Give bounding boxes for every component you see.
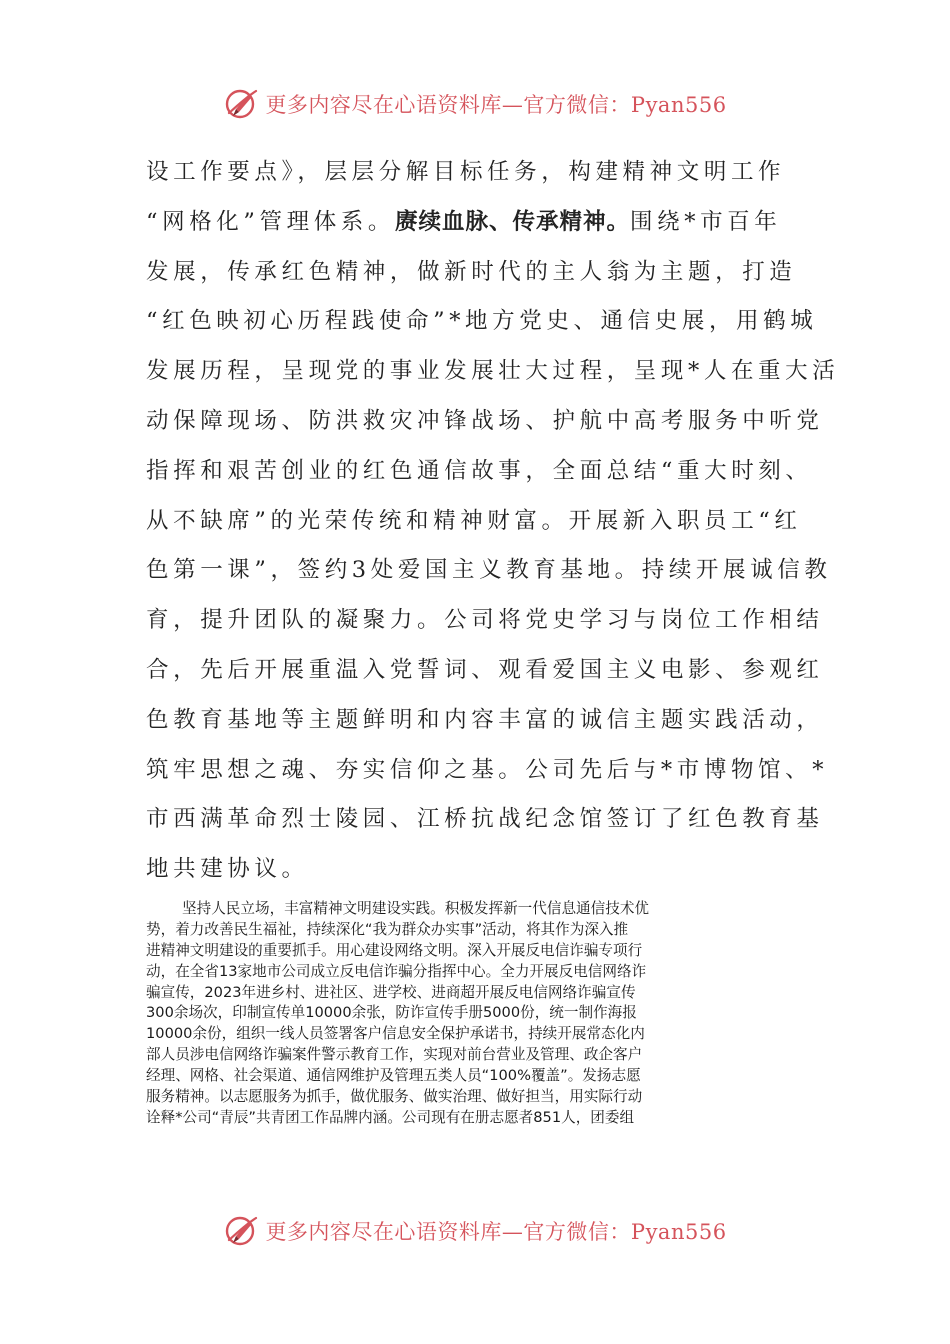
large-text-segment: 围绕*市百年 (630, 208, 782, 235)
small-text-line: 骗宣传，2023年进乡村、进社区、进学校、进商超开展反电信网络诈骗宣传 (146, 983, 636, 1001)
small-text-line: 服务精神。以志愿服务为抓手，做优服务、做实治理、做好担当，用实际行动 (146, 1088, 643, 1106)
small-text-line: 诠释*公司“青辰”共青团工作品牌内涵。公司现有在册志愿者851人，团委组 (146, 1108, 635, 1126)
pen-swoosh-logo-icon (223, 86, 259, 122)
header-banner-text: 更多内容尽在心语资料库—官方微信：Pyan556 (265, 93, 727, 117)
large-text-line: 从不缺席”的光荣传统和精神财富。开展新入职员工“红 (146, 507, 802, 534)
small-text-paragraph (146, 899, 810, 1129)
small-text-line: 动，在全省13家地市公司成立反电信诈骗分指挥中心。全力开展反电信网络诈 (146, 962, 647, 980)
large-text-line: 筑牢思想之魂、夯实信仰之基。公司先后与*市博物馆、* (146, 756, 829, 783)
small-text-line: 坚持人民立场，丰富精神文明建设实践。积极发挥新一代信息通信技术优 (182, 900, 650, 917)
large-text-line: “红色映初心历程践使命”*地方党史、通信史展，用鹤城 (146, 308, 818, 335)
large-text-line: 市西满革命烈士陵园、江桥抗战纪念馆签订了红色教育基 (146, 806, 824, 833)
large-text-line: 指挥和艰苦创业的红色通信故事，全面总结“重大时刻、 (146, 457, 813, 484)
large-text-line: 发展历程，呈现党的事业发展壮大过程，呈现*人在重大活 (146, 358, 840, 385)
large-text-line (146, 198, 810, 248)
footer-banner-inner (223, 1213, 726, 1249)
large-text-line: 色教育基地等主题鲜明和内容丰富的诚信主题实践活动， (146, 706, 824, 733)
large-text-line: 发展，传承红色精神，做新时代的主人翁为主题，打造 (146, 258, 797, 285)
large-text-segment: “网格化”管理体系。 (146, 208, 396, 235)
small-text-line: 300余场次，印制宣传单10000余张，防诈宣传手册5000份，统一制作海报 (146, 1004, 637, 1022)
header-banner (0, 84, 950, 124)
small-text-line: 进精神文明建设的重要抓手。用心建设网络文明。深入开展反电信诈骗专项行 (146, 941, 643, 959)
large-text-line: 色第一课”，签约3处爱国主义教育基地。持续开展诚信教 (146, 557, 832, 584)
header-banner-inner (223, 86, 726, 122)
footer-banner (0, 1211, 950, 1251)
large-text-line: 动保障现场、防洪救灾冲锋战场、护航中高考服务中听党 (146, 407, 824, 434)
bold-heading-segment: 赓续血脉、传承精神。 (395, 208, 631, 235)
pen-swoosh-logo-icon (223, 1213, 259, 1249)
large-text-paragraph (146, 148, 840, 895)
small-text-line: 势，着力改善民生福祉，持续深化“我为群众办实事”活动，将其作为深入推 (146, 920, 629, 938)
large-text-line: 育，提升团队的凝聚力。公司将党史学习与岗位工作相结 (146, 607, 824, 634)
small-text-line: 10000余份，组织一线人员签署客户信息安全保护承诺书，持续开展常态化内 (146, 1025, 645, 1043)
large-text-line: 合，先后开展重温入党誓词、观看爱国主义电影、参观红 (146, 656, 824, 683)
large-text-line: 设工作要点》，层层分解目标任务，构建精神文明工作 (146, 159, 786, 185)
small-text-line: 经理、网格、社会渠道、通信网维护及管理五类人员“100%覆盖”。发扬志愿 (146, 1067, 641, 1085)
footer-banner-text: 更多内容尽在心语资料库—官方微信：Pyan556 (265, 1220, 727, 1244)
large-text-line: 地共建协议。 (146, 856, 309, 883)
small-text-line: 部人员涉电信网络诈骗案件警示教育工作，实现对前台营业及管理、政企客户 (146, 1046, 643, 1064)
